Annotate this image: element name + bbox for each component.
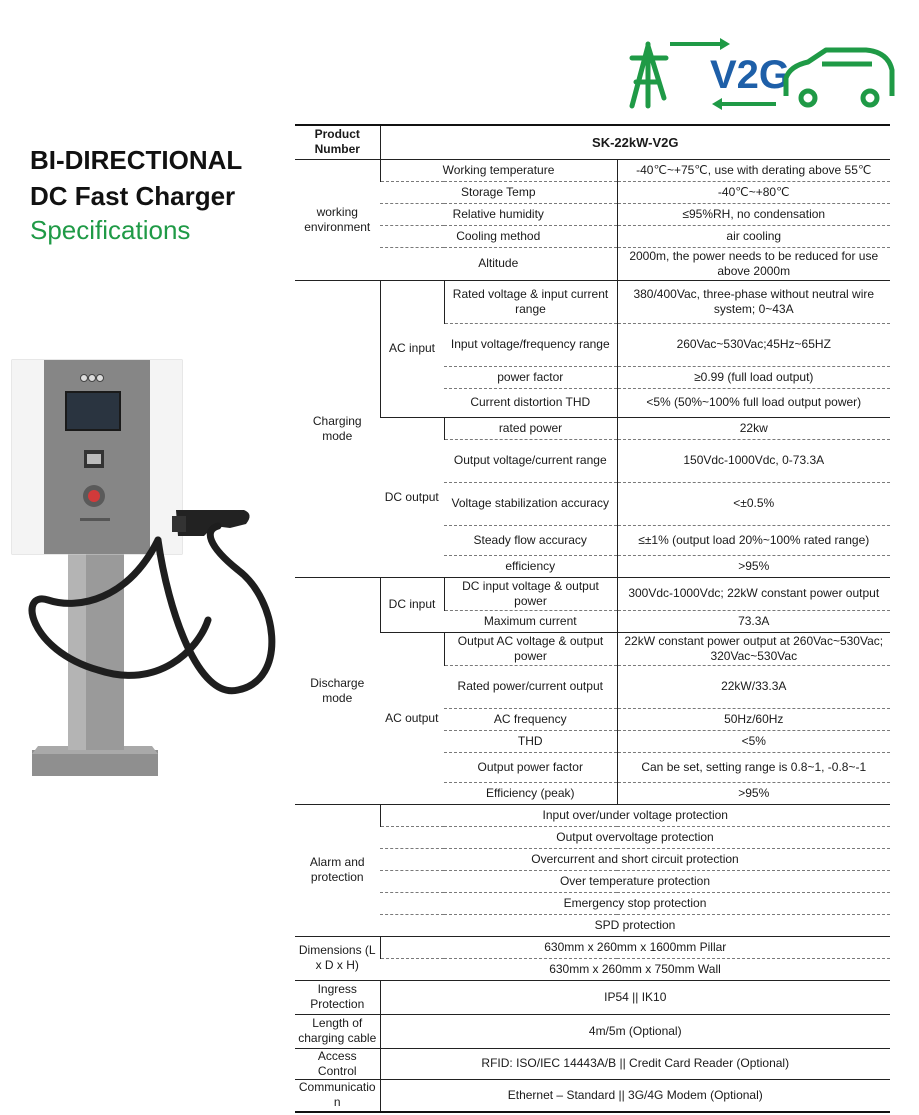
param-value: 22kW/33.3A — [617, 665, 890, 708]
subgroup-ac-output: AC output — [380, 632, 444, 804]
protection-item: Emergency stop protection — [380, 892, 890, 914]
param-value: -40℃~+80℃ — [617, 181, 890, 203]
param-value: <±0.5% — [617, 482, 890, 525]
screen-icon — [66, 392, 120, 430]
param-value: 22kw — [617, 417, 890, 439]
param-label: power factor — [444, 366, 617, 388]
param-value: 73.3A — [617, 610, 890, 632]
product-number-label: Product Number — [295, 125, 380, 159]
param-label: THD — [444, 730, 617, 752]
dimension-item: 630mm x 260mm x 1600mm Pillar — [380, 936, 890, 958]
param-value: ≤±1% (output load 20%~100% rated range) — [617, 525, 890, 555]
protection-item: SPD protection — [380, 914, 890, 936]
car-icon — [786, 50, 892, 105]
param-label: Working temperature — [380, 159, 617, 181]
param-value: >95% — [617, 782, 890, 804]
ingress-value: IP54 || IK10 — [380, 980, 890, 1014]
group-alarm-protection: Alarm and protection — [295, 804, 380, 936]
param-label: Maximum current — [444, 610, 617, 632]
protection-item: Input over/under voltage protection — [380, 804, 890, 826]
group-discharge-mode: Discharge mode — [295, 577, 380, 804]
protection-item: Overcurrent and short circuit protection — [380, 848, 890, 870]
title-line-2: DC Fast Charger — [30, 181, 236, 211]
param-label: efficiency — [444, 555, 617, 577]
access-control-value: RFID: ISO/IEC 14443A/B || Credit Card Reader (Optional) — [380, 1048, 890, 1079]
param-value: 50Hz/60Hz — [617, 708, 890, 730]
param-value: 300Vdc-1000Vdc; 22kW constant power output — [617, 577, 890, 610]
v2g-logo — [626, 38, 896, 110]
page-title — [30, 142, 242, 246]
dimension-item: 630mm x 260mm x 750mm Wall — [380, 958, 890, 980]
power-tower-icon — [632, 44, 666, 106]
param-label: DC input voltage & output power — [444, 577, 617, 610]
param-value: ≤95%RH, no condensation — [617, 203, 890, 225]
param-value: 2000m, the power needs to be reduced for use above 2000m — [617, 247, 890, 280]
cable-length-value: 4m/5m (Optional) — [380, 1014, 890, 1048]
group-dimensions: Dimensions (L x D x H) — [295, 936, 380, 980]
param-label: Output AC voltage & output power — [444, 632, 617, 665]
access-control-label: Access Control — [295, 1048, 380, 1079]
param-label: Steady flow accuracy — [444, 525, 617, 555]
param-label: Efficiency (peak) — [444, 782, 617, 804]
param-label: Storage Temp — [380, 181, 617, 203]
model-number: SK-22kW-V2G — [380, 125, 890, 159]
param-label: rated power — [444, 417, 617, 439]
param-label: Output power factor — [444, 752, 617, 782]
subgroup-ac-input: AC input — [380, 280, 444, 417]
title-line-3: Specifications — [30, 215, 191, 245]
title-line-1: BI-DIRECTIONAL — [30, 145, 243, 175]
param-value: Can be set, setting range is 0.8~1, -0.8~-1 — [617, 752, 890, 782]
logo-text: V2G — [710, 53, 791, 97]
param-label: Rated voltage & input current range — [444, 280, 617, 323]
param-label: Altitude — [380, 247, 617, 280]
param-value: <5% — [617, 730, 890, 752]
param-label: Output voltage/current range — [444, 439, 617, 482]
param-label: Relative humidity — [380, 203, 617, 225]
subgroup-dc-input: DC input — [380, 577, 444, 632]
param-label: AC frequency — [444, 708, 617, 730]
param-value: 380/400Vac, three-phase without neutral wire system; 0~43A — [617, 280, 890, 323]
param-label: Cooling method — [380, 225, 617, 247]
cable-length-label: Length of charging cable — [295, 1014, 380, 1048]
param-value: <5% (50%~100% full load output power) — [617, 388, 890, 417]
protection-item: Output overvoltage protection — [380, 826, 890, 848]
charger-illustration — [8, 350, 298, 780]
communication-label: Communication — [295, 1079, 380, 1112]
param-value: -40℃~+75℃, use with derating above 55℃ — [617, 159, 890, 181]
spec-table — [295, 124, 890, 1113]
param-value: 150Vdc-1000Vdc, 0-73.3A — [617, 439, 890, 482]
param-label: Current distortion THD — [444, 388, 617, 417]
param-value: 260Vac~530Vac;45Hz~65HZ — [617, 323, 890, 366]
group-working-environment: working environment — [295, 159, 380, 280]
param-value: ≥0.99 (full load output) — [617, 366, 890, 388]
param-label: Voltage stabilization accuracy — [444, 482, 617, 525]
param-value: >95% — [617, 555, 890, 577]
group-charging-mode: Charging mode — [295, 280, 380, 577]
param-value: 22kW constant power output at 260Vac~530Vac; 320Vac~530Vac — [617, 632, 890, 665]
subgroup-dc-output: DC output — [380, 417, 444, 577]
protection-item: Over temperature protection — [380, 870, 890, 892]
communication-value: Ethernet – Standard || 3G/4G Modem (Optional) — [380, 1079, 890, 1112]
ingress-label: Ingress Protection — [295, 980, 380, 1014]
param-label: Input voltage/frequency range — [444, 323, 617, 366]
param-label: Rated power/current output — [444, 665, 617, 708]
indicator-icon — [81, 375, 88, 382]
param-value: air cooling — [617, 225, 890, 247]
